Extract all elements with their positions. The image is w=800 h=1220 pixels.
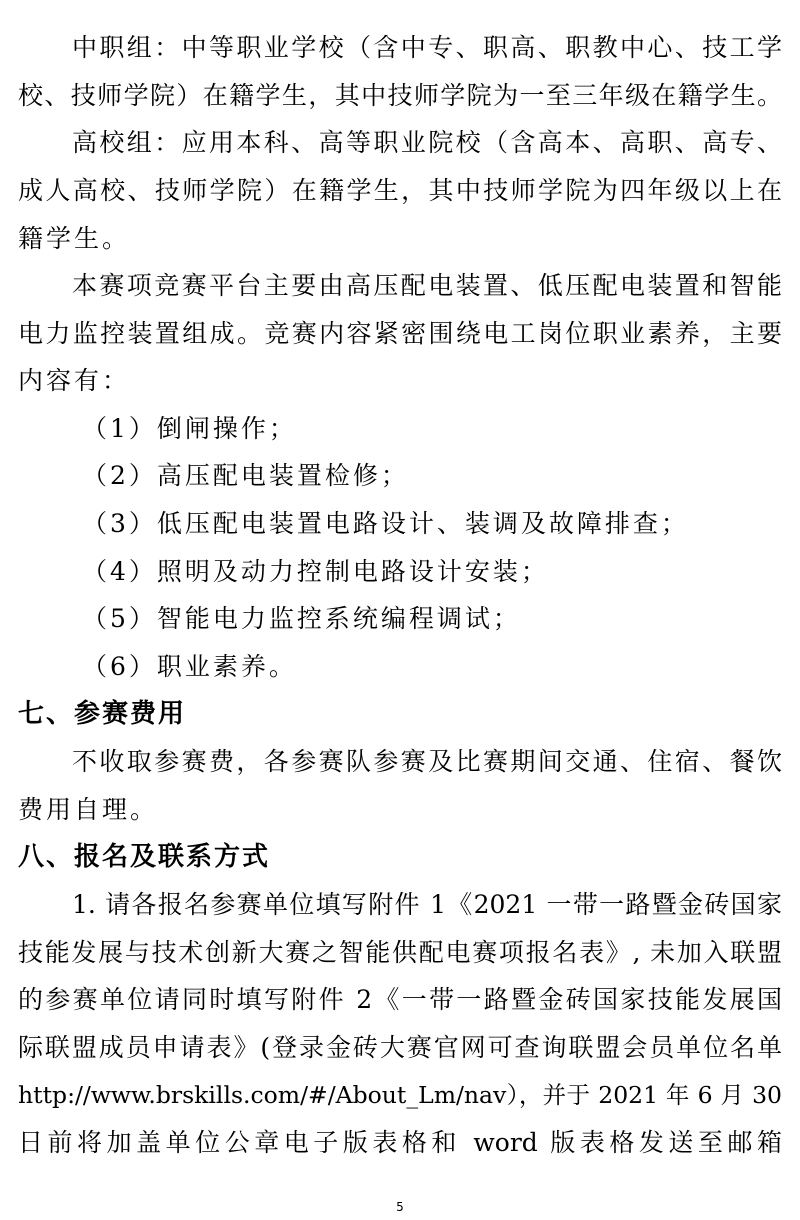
section-8-line-6: 日前将加盖单位公章电子版表格和 word 版表格发送至邮箱 [18,1128,782,1157]
list-item: （6）职业素养。 [82,652,297,681]
para-gaoxiao-line-1: 高校组：应用本科、高等职业院校（含高本、高职、高专、 [72,128,782,157]
page-number: 5 [396,1200,404,1214]
section-8-line-5: http://www.brskills.com/#/About_Lm/nav），并于 2021 年 6 月 30 [18,1081,782,1109]
list-item: （5）智能电力监控系统编程调试； [82,604,521,633]
para-zhongzhi-line-1: 中职组：中等职业学校（含中专、职高、职教中心、技工学 [72,33,782,62]
para-zhongzhi-line-2: 校、技师学院）在籍学生，其中技师学院为一至三年级在籍学生。 [18,81,782,110]
para-gaoxiao-line-2: 成人高校、技师学院）在籍学生，其中技师学院为四年级以上在 [18,176,782,205]
section-8-heading: 八、报名及联系方式 [18,842,271,872]
para-gaoxiao-line-3: 籍学生。 [18,224,131,253]
section-8-line-4: 际联盟成员申请表》(登录金砖大赛官网可查询联盟会员单位名单 [18,1033,782,1062]
section-7-line-1: 不收取参赛费，各参赛队参赛及比赛期间交通、住宿、餐饮 [72,747,782,776]
list-item: （1）倒闸操作； [82,414,297,443]
list-item: （3）低压配电装置电路设计、装调及故障排查； [82,509,689,538]
section-8-line-3: 的参赛单位请同时填写附件 2《一带一路暨金砖国家技能发展国 [18,985,782,1014]
section-8-line-1: 1. 请各报名参赛单位填写附件 1《2021 一带一路暨金砖国家 [72,890,782,919]
section-8-line-2: 技能发展与技术创新大赛之智能供配电赛项报名表》, 未加入联盟 [18,938,782,967]
para-platform-line-2: 电力监控装置组成。竞赛内容紧密围绕电工岗位职业素养，主要 [18,319,782,348]
para-platform-line-3: 内容有： [18,366,131,395]
section-7-line-2: 费用自理。 [18,795,159,824]
list-item: （4）照明及动力控制电路设计安装； [82,557,549,586]
list-item: （2）高压配电装置检修； [82,461,409,490]
para-platform-line-1: 本赛项竞赛平台主要由高压配电装置、低压配电装置和智能 [72,271,782,300]
section-7-heading: 七、参赛费用 [18,699,187,729]
